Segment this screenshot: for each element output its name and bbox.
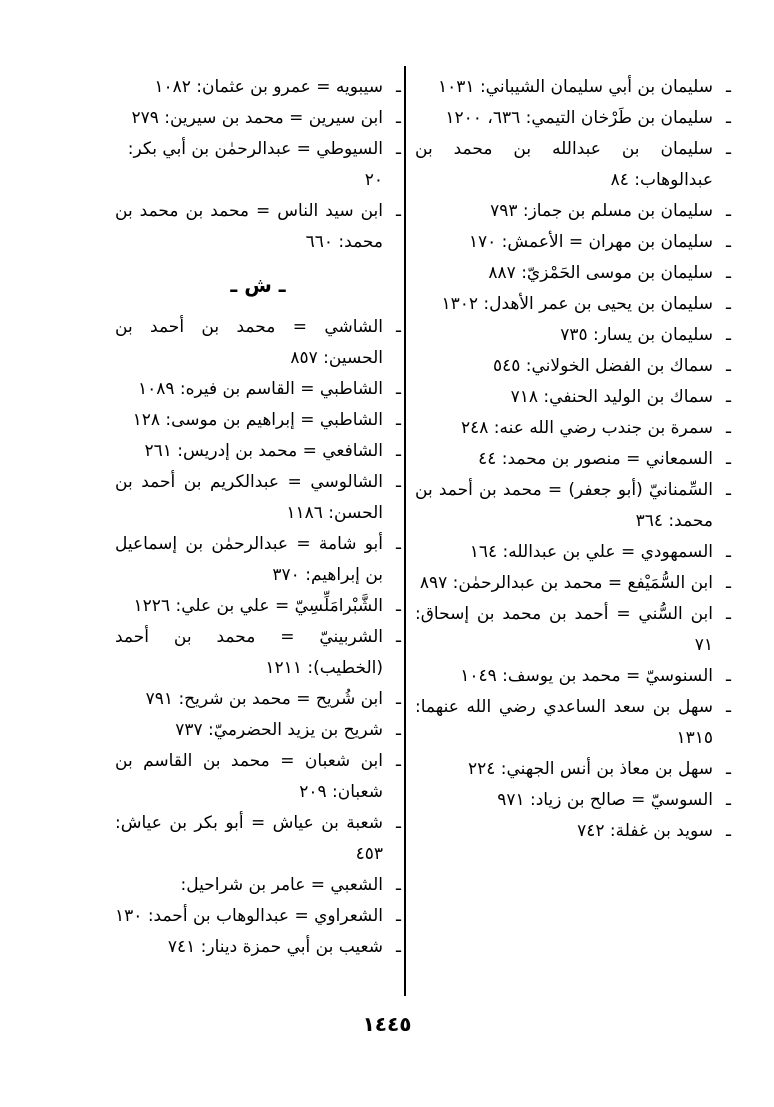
index-entry: ـ ابن سيد الناس = محمد بن محمد بن محمد: ٦٦٠ xyxy=(115,201,401,252)
index-entry: ـ سيبويه = عمرو بن عثمان: ١٠٨٢ xyxy=(154,77,401,97)
index-entry: ـ السمهودي = علي بن عبدالله: ١٦٤ xyxy=(469,542,731,562)
index-entry: ـ السِّمنانيّ (أبو جعفر) = محمد بن أحمد بن محمد: ٣٦٤ xyxy=(415,480,731,531)
index-entry: ـ شعيب بن أبي حمزة دينار: ٧٤١ xyxy=(167,937,401,957)
index-entry: ـ سليمان بن طَرْخان التيمي: ٦٣٦، ١٢٠٠ xyxy=(445,108,731,128)
column-divider xyxy=(404,66,406,996)
index-entry: ـ شريح بن يزيد الحضرميّ: ٧٣٧ xyxy=(175,720,401,740)
index-entry: ـ شعبة بن عياش = أبو بكر بن عياش: ٤٥٣ xyxy=(115,813,401,864)
index-entry: ـ سهل بن معاذ بن أنس الجهني: ٢٢٤ xyxy=(467,759,731,779)
index-entry: ـ سليمان بن يسار: ٧٣٥ xyxy=(560,325,731,345)
index-entry: ـ الشربينيّ = محمد بن أحمد (الخطيب): ١٢١١ xyxy=(115,627,401,678)
index-entry: ـ سليمان بن موسى الحَمْزيّ: ٨٨٧ xyxy=(488,263,731,283)
index-entry: ـ سليمان بن مهران = الأعمش: ١٧٠ xyxy=(468,232,731,252)
index-entry: ـ أبو شامة = عبدالرحمٰن بن إسماعيل بن إبراهيم: ٣٧٠ xyxy=(115,534,401,585)
index-entry: ـ سليمان بن عبدالله بن محمد بن عبدالوهاب: ٨٤ xyxy=(415,139,731,190)
right-column xyxy=(415,72,731,847)
index-entry: ـ سهل بن سعد الساعدي رضي الله عنهما: ١٣١٥ xyxy=(415,697,731,748)
page-number: ١٤٤٥ xyxy=(362,1012,412,1036)
index-entry: ـ الشاطبي = القاسم بن فيره: ١٠٨٩ xyxy=(137,379,401,399)
index-entry: ـ الشافعي = محمد بن إدريس: ٢٦١ xyxy=(144,441,401,461)
index-entry: ـ السمعاني = منصور بن محمد: ٤٤ xyxy=(478,449,731,469)
section-heading: ـ ش ـ xyxy=(230,273,286,297)
left-column xyxy=(115,72,401,963)
index-entry: ـ سويد بن غفلة: ٧٤٢ xyxy=(577,821,731,841)
index-entry: ـ الشاشي = محمد بن أحمد بن الحسين: ٨٥٧ xyxy=(115,317,401,368)
index-entry: ـ سمرة بن جندب رضي الله عنه: ٢٤٨ xyxy=(460,418,731,438)
index-entry: ـ سليمان بن يحيى بن عمر الأهدل: ١٣٠٢ xyxy=(441,294,731,314)
index-entry: ـ الشَّبْرامَلِّسِيّ = علي بن علي: ١٢٢٦ xyxy=(133,596,401,616)
index-entry: ـ سماك بن الوليد الحنفي: ٧١٨ xyxy=(510,387,731,407)
index-entry: ـ السيوطي = عبدالرحمٰن بن أبي بكر: ٢٠ xyxy=(127,139,401,190)
index-entry: ـ ابن السُّمَيْفع = محمد بن عبدالرحمٰن: ٨٩٧ xyxy=(419,573,731,593)
index-entry: ـ سليمان بن أبي سليمان الشيباني: ١٠٣١ xyxy=(438,77,731,97)
index-entry: ـ الشاطبي = إبراهيم بن موسى: ١٢٨ xyxy=(132,410,401,430)
index-entry: ـ الشعراوي = عبدالوهاب بن أحمد: ١٣٠ xyxy=(115,906,401,926)
index-entry: ـ الشالوسي = عبدالكريم بن أحمد بن الحسن: ١١٨٦ xyxy=(115,472,401,523)
index-entry: ـ سليمان بن مسلم بن جماز: ٧٩٣ xyxy=(490,201,731,221)
index-entry: ـ ابن سيرين = محمد بن سيرين: ٢٧٩ xyxy=(131,108,401,128)
index-entry: ـ السنوسيّ = محمد بن يوسف: ١٠٤٩ xyxy=(460,666,731,686)
index-entry: ـ ابن السُّني = أحمد بن محمد بن إسحاق: ٧١ xyxy=(415,604,731,655)
index-entry: ـ الشعبي = عامر بن شراحيل: xyxy=(180,875,401,895)
index-entry: ـ ابن شعبان = محمد بن القاسم بن شعبان: ٢٠٩ xyxy=(115,751,401,802)
index-entry: ـ السوسيّ = صالح بن زياد: ٩٧١ xyxy=(497,790,731,810)
index-entry: ـ سماك بن الفضل الخولاني: ٥٤٥ xyxy=(492,356,731,376)
index-entry: ـ ابن شُريح = محمد بن شريح: ٧٩١ xyxy=(145,689,401,709)
